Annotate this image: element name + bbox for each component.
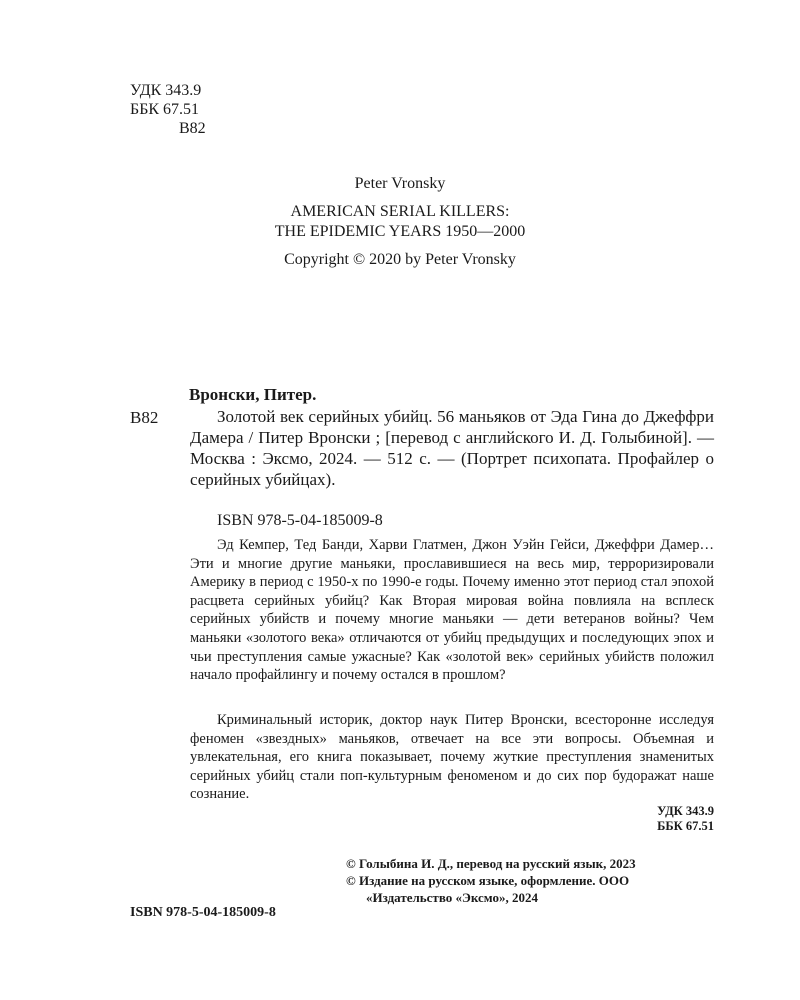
udk-code-bottom: УДК 343.9: [657, 804, 714, 818]
bibliographic-author-heading: Вронски, Питер.: [189, 385, 317, 404]
annotation-paragraph-2: Криминальный историк, доктор наук Питер Вронски, всесторонне исследуя феномен «звездных» маньяков, отвечает на все эти вопросы. Объемная и увлекательная, его книга показывает, почему жуткие преступления знаменитых серийных убийц стали поп-культурным феноменом и до сих пор будоражат наше сознание.: [190, 712, 714, 803]
original-copyright: Copyright © 2020 by Peter Vronsky: [284, 251, 516, 268]
bibliographic-isbn: ISBN 978-5-04-185009-8: [217, 512, 383, 529]
isbn-bottom: ISBN 978-5-04-185009-8: [130, 905, 276, 920]
bibliographic-description: Золотой век серийных убийц. 56 маньяков от Эда Гина до Джеффри Дамера / Питер Вронски ; [перевод с английского И. Д. Голыбиной]. — Москва : Эксмо, 2024. — 512 с. — (Портрет психопата. Профайлер о серийных убийцах).: [190, 407, 714, 489]
annotation-paragraph-1: Эд Кемпер, Тед Банди, Харви Глатмен, Джон Уэйн Гейси, Джеффри Дамер… Эти и многие другие маньяки, прославившиеся на весь мир, терроризировали Америку в период с 1950-х по 1990-е годы. Почему именно этот период стал эпохой расцвета серийных убийц? Как Вторая мировая война повлияла на всплеск серийных убийств и почему многие маньяки — дети ветеранов войны? Чем маньяки «золотого века» отличаются от убийц предыдущих и последующих эпох и чьи преступления самые ужасные? Как «золотой век» серийных убийств положил начало профайлингу и почему остался в прошлом?: [190, 537, 714, 684]
classification-codes-top: [130, 81, 206, 138]
bbk-code-bottom: ББК 67.51: [657, 819, 714, 833]
original-title-line-1: AMERICAN SERIAL KILLERS:: [290, 203, 510, 220]
bbk-code: ББК 67.51: [130, 101, 200, 118]
classification-codes-bottom: [590, 804, 714, 834]
copyright-notices: [346, 855, 716, 906]
translation-copyright: © Голыбина И. Д., перевод на русский язык, 2023: [346, 856, 636, 871]
original-title-line-2: THE EPIDEMIC YEARS 1950—2000: [274, 223, 526, 240]
bibliographic-author-mark: В82: [130, 408, 159, 427]
original-author: Peter Vronsky: [354, 175, 446, 192]
author-mark: В82: [179, 120, 206, 137]
original-title: [100, 202, 700, 242]
publisher-copyright: © Издание на русском языке, оформление. ООО «Издательство «Эксмо», 2024: [346, 873, 630, 905]
udk-code: УДК 343.9: [130, 82, 202, 99]
